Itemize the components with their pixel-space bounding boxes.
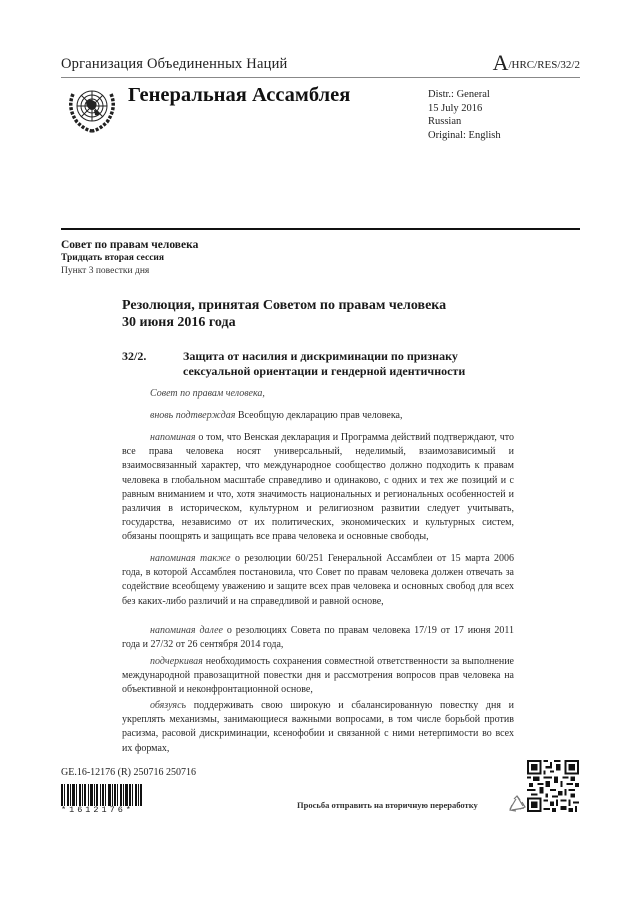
paragraph-text: Всеобщую декларацию прав человека, [235,410,403,421]
distribution-language: Russian [428,116,462,128]
resolution-subject-line1: Защита от насилия и дискриминации по признаку [183,349,458,363]
resolution-title [122,298,446,331]
paragraph-lead: напоминая далее [150,625,223,636]
paragraph-text: о том, что Венская декларация и Программа действий подтверждают, что все права человека носят универсальный, неделимый, взаимозависимый и взаимосвязанный характер, что международное сообщество должно подходить к правам человека в глобальном масштабе справедливо и одинаково, с одних и тех же позиций и с равным вниманием и что, хотя значимость национальных и региональных особенностей и различия в историческом, культурном и религиозном развитии следует учитывать, государства, независимо от их политических, экономических и культурных систем, обязаны поощрять и защищать все права человека и основные свободы, [122,432,514,543]
paragraph-lead: напоминая [150,432,196,443]
body-title: Генеральная Ассамблея [128,84,351,106]
resolution-subject-line2: сексуальной ориентации и гендерной идентичности [183,363,466,378]
section-rule [61,228,580,230]
council-name: Совет по правам человека [61,239,199,251]
paragraph-text: необходимость сохранения совместной ответственности за выполнение международной правозащитной повестки дня и рассмотрения вопросов прав человека на объективной и неконфронтационной основе, [122,656,514,696]
preamble-paragraph [122,699,514,756]
paragraph-text: поддерживать свою широкую и сбалансированную повестку дня и укреплять механизмы, занимающиеся важными вопросами, в том числе борьбой против расизма, расовой дискриминации, ксенофобии и связанной с ними нетерпимости во всех их формах, [122,700,514,754]
paragraph-lead: подчеркивая [150,656,203,667]
resolution-subject [183,349,465,378]
distribution-type: Distr.: General [428,89,490,100]
distribution-block [428,88,501,142]
resolution-number: 32/2. [122,349,147,363]
session-name: Тридцать вторая сессия [61,253,165,263]
barcode-number: *1612176* [61,805,134,815]
preamble-paragraph [122,624,514,652]
document-symbol [492,50,580,75]
symbol-prefix: A [492,50,509,75]
symbol-rest: /HRC/RES/32/2 [508,59,580,71]
recycle-notice: Просьба отправить на вторичную переработку [297,800,478,810]
preamble-paragraph [122,655,514,698]
document-code: GE.16-12176 (R) 250716 250716 [61,767,196,778]
paragraph-text: о резолюциях Совета по правам человека 17/19 от 17 июня 2011 года и 27/32 от 26 сентября 2014 года, [122,625,514,651]
paragraph-lead: обязуясь [150,700,187,711]
resolution-title-line1: Резолюция, принятая Советом по правам человека [122,298,447,313]
agenda-item: Пункт 3 повестки дня [61,266,150,276]
preamble-paragraph [122,431,514,545]
preamble-opening [150,387,514,401]
preamble-paragraph [122,552,514,609]
qr-code-icon [527,760,579,812]
header-rule [61,77,580,78]
preamble-paragraph [150,409,514,423]
organization-name: Организация Объединенных Наций [61,56,288,72]
un-emblem-icon [64,80,120,136]
recycle-icon [507,794,527,814]
paragraph-text: о резолюции 60/251 Генеральной Ассамблеи от 15 марта 2006 года, в которой Ассамблея постановила, что Совет по правам человека должен отвечать за содействие всеобщему уважению и защите всех прав человека и основных свобод для всех без каких-либо различий и на справедливой и равной основе, [122,553,514,607]
paragraph-lead: вновь подтверждая [150,410,236,421]
opening-text: Совет по правам человека, [150,388,265,399]
distribution-original: Original: English [428,129,501,141]
resolution-title-line2: 30 июня 2016 года [122,314,236,330]
paragraph-lead: напоминая также [150,553,231,564]
barcode-icon [61,784,149,806]
distribution-date: 15 July 2016 [428,102,483,114]
